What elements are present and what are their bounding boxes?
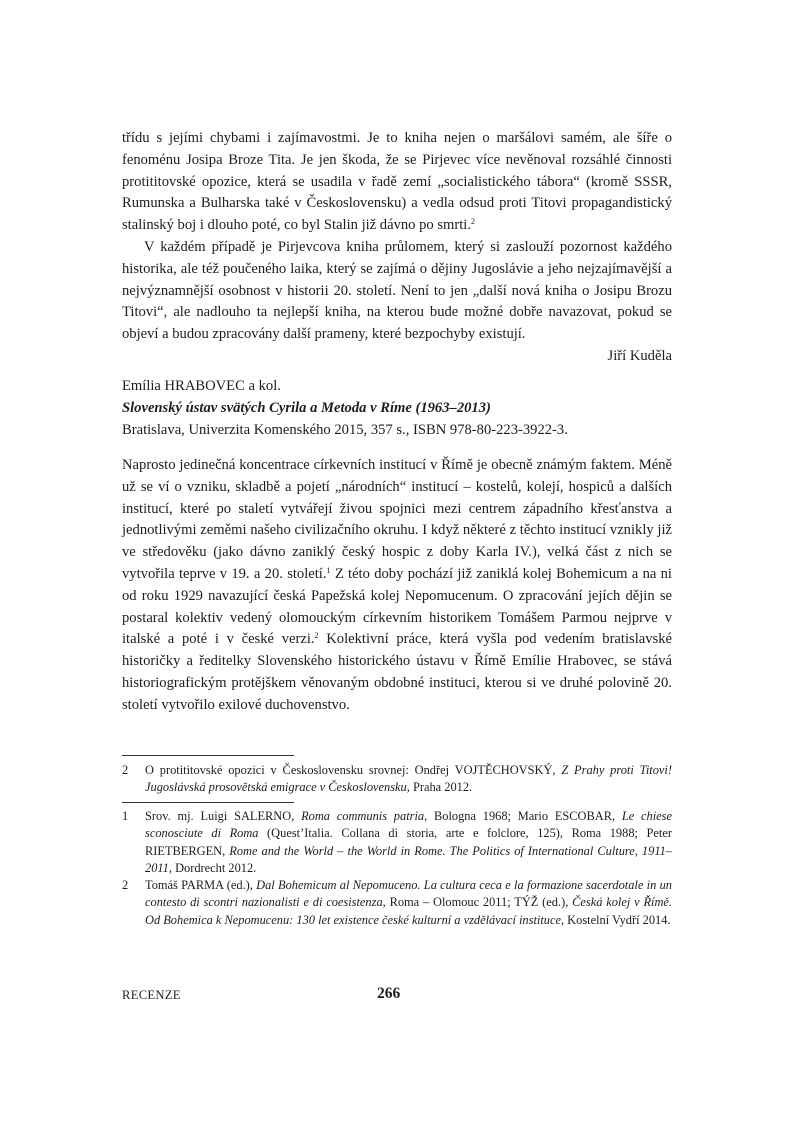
book-citation xyxy=(122,376,672,441)
footnote-text-part: Le chiese sconosciute di Roma xyxy=(145,809,672,841)
footnote-text-part: Dal Bohemicum al Nepomuceno. La cultura ceca e la formazione sacerdotale in un contesto di scontri nazionalisti e di coesistenza xyxy=(145,878,672,910)
footnote-text xyxy=(145,762,672,797)
footnote-text-part: , Roma – Olomouc 2011; TÝŽ (ed.), xyxy=(382,895,573,910)
footnote-text-part: , Bologna 1968; Mario ESCOBAR, xyxy=(424,809,622,823)
footnote-separator xyxy=(122,802,294,803)
book-author: Emília HRABOVEC a kol. xyxy=(122,378,281,394)
footnote-text xyxy=(145,808,672,878)
footnote-ref[interactable]: 2 xyxy=(314,631,319,641)
footnote-text-part: Z Prahy proti Titovi! Jugoslávská prosovětská emigrace v Československu, xyxy=(145,763,672,795)
footnote-text-part: Rome and the World – the World in Rome. The Politics of International Culture, 1911–2011 xyxy=(145,843,672,876)
footnote-text-part: , Dordrecht 2012. xyxy=(168,861,257,876)
paragraph-text: Kolektivní práce, která vyšla pod vedením bratislavské historičky a ředitelky Slovenského historického ústavu v Římě Emílie Hrabovec, se stává historiografickým protějškem věnovaným obdobné instituci, kterou si ve druhé polovině 20. století vytvořilo exilové duchovenstvo. xyxy=(122,631,672,713)
book-title: Slovenský ústav svätých Cyrila a Metoda v Ríme (1963–2013) xyxy=(122,399,491,416)
paragraph xyxy=(122,455,672,717)
footnote-text xyxy=(145,877,672,929)
footnote-text-part: Roma communis patria xyxy=(301,809,425,823)
paragraph xyxy=(122,128,672,237)
reviewer-signature: Jiří Kuděla xyxy=(607,347,672,364)
footnote xyxy=(122,762,672,797)
page-number: 266 xyxy=(377,985,401,1002)
review-body xyxy=(122,455,672,717)
paragraph-text: Z této doby pochází již zaniklá kolej Bohemicum a na ni od roku 1929 navazující česká Papežská kolej Nepomucenum. O zpracování jejích dějin se postaral kolektiv vedený olomouckým církevním historikem Tomášem Parmou nejprve v italské a poté i v české verzi. xyxy=(122,565,672,648)
paragraph: V každém případě je Pirjevcova kniha průlomem, který si zaslouží pozornost každého historika, ale též poučeného laika, který se zajímá o dějiny Jugoslávie a jeho nejzajímavější a nejvýznamnější osobnost v historii 20. století. Není to jen „další nová kniha o Josipu Brozu Titovi“, ale nadlouho ta nejlepší kniha, na kterou bude možné dobře navazovat, pokud se objeví a budou zpracovány další prameny, které bezpochyby existují. xyxy=(122,238,672,343)
paragraph-text: Naprosto jedinečná koncentrace církevních institucí v Římě je obecně známým faktem. Méně už se ví o vzniku, skladbě a pojetí „národních“ institucí – kostelů, kolejí, hospiců a dalších institucí, které po staletí vytvářejí živou spojnici mezi centrem západního křesťanstva a jednotlivými zeměmi našeho civilizačního okruhu. I když některé z těchto institucí vznikly již ve středověku (jako dávno zaniklý český hospic z doby Karla IV.), velká část z nich se vytvořila teprve v 19. a 20. století. xyxy=(122,457,672,582)
footnote-separator xyxy=(122,755,294,756)
footnote-text-part: Praha 2012. xyxy=(409,780,473,795)
footnote-text-part: O protititovské opozici v Československu srovnej: Ondřej VOJTĚCHOVSKÝ, xyxy=(145,763,562,777)
paragraph-text: třídu s jejími chybami i zajímavostmi. Je to kniha nejen o maršálovi samém, ale šíře o fenoménu Josipa Broze Tita. Je jen škoda, že se Pirjevec více nevěnoval rozsáhlé činnosti protititovské opozice, která se usadila v řadě zemí „socialistického tábora“ (kromě SSSR, Rumunska a Bulharska také v Československu) a vedla odsud proti Titovi propagandistický stalinský boj i dlouho poté, co byl Stalin již dávno po smrti. xyxy=(122,130,672,234)
footnote-number: 1 xyxy=(122,809,129,823)
book-publication: Bratislava, Univerzita Komenského 2015, 357 s., ISBN 978-80-223-3922-3. xyxy=(122,421,568,438)
review-previous-ending xyxy=(122,128,672,368)
footnote xyxy=(122,877,672,929)
section-label: RECENZE xyxy=(122,988,181,1002)
footnote xyxy=(122,808,672,878)
footnote-text-part: Tomáš PARMA (ed.), xyxy=(145,878,257,892)
footnote-text-part: Srov. mj. Luigi SALERNO, xyxy=(145,809,302,823)
footnote-text-part: , Kostelní Vydří 2014. xyxy=(560,912,671,927)
footnote-number: 2 xyxy=(122,763,129,777)
footnote-text-part: Česká kolej v Římě. Od Bohemica k Nepomucenu: 130 let existence české kulturní a vzdělávací instituce xyxy=(145,895,673,927)
footnote-ref[interactable]: 1 xyxy=(326,565,331,575)
footnote-ref[interactable]: 2 xyxy=(471,217,476,227)
footnote-text-part: (Quest’Italia. Collana di storia, arte e folclore, 125), Roma 1988; Peter RIETBERGEN, xyxy=(145,826,672,858)
footnote-number: 2 xyxy=(122,878,129,892)
